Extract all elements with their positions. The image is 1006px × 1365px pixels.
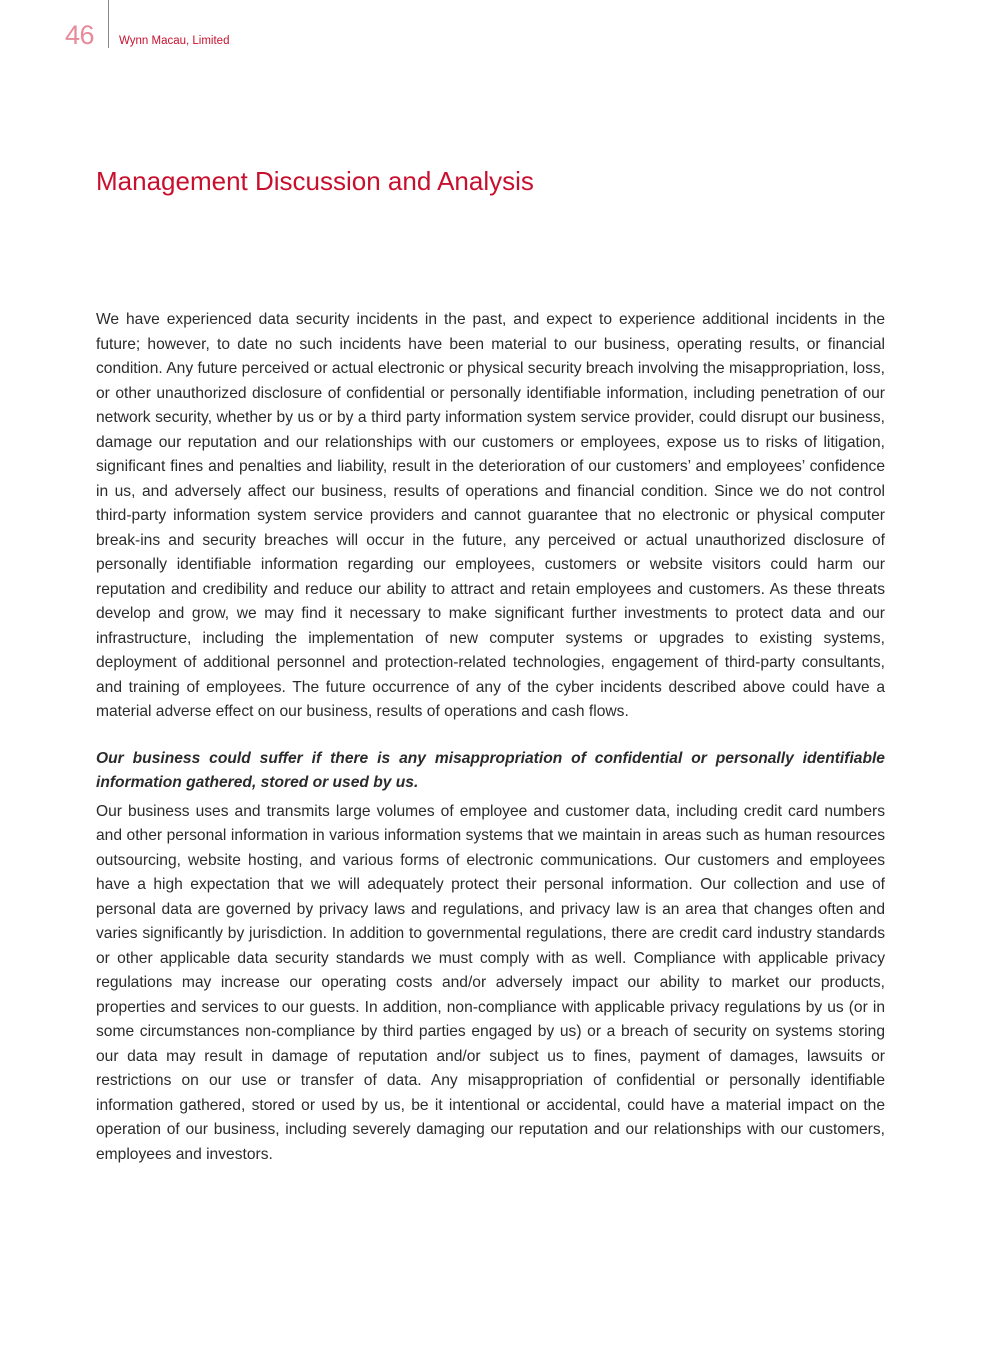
risk-subheading: Our business could suffer if there is any misappropriation of confidential or personally identifiable information gathered, stored or used by us. — [96, 749, 885, 791]
paragraph-personal-information: Our business uses and transmits large volumes of employee and customer data, including credit card numbers and other personal information in various information systems that we maintain in areas such as human resources outsourcing, website hosting, and various forms of electronic communications. Our customers and employees have a high expectation that we will adequately protect their personal information. Our collection and use of personal data are governed by privacy laws and regulations, and privacy law is an area that changes often and varies significantly by jurisdiction. In addition to governmental regulations, there are credit card industry standards or other applicable data security standards we must comply with as well. Compliance with applicable privacy regulations may increase our operating costs and/or adversely impact our ability to market our products, properties and services to our guests. In addition, non-compliance with applicable privacy regulations by us (or in some circumstances non-compliance by third parties engaged by us) or a breach of security on systems storing our data may result in damage of reputation and/or subject us to fines, payment of damages, lawsuits or restrictions on our use or transfer of data. Any misappropriation of confidential or personally identifiable information gathered, stored or used by us, be it intentional or accidental, could have a material impact on the operation of our business, including severely damaging our reputation and our relationships with our customers, employees and investors. — [96, 802, 885, 1163]
body-content — [96, 308, 885, 1167]
company-name: Wynn Macau, Limited — [119, 35, 230, 47]
paragraph-data-security-incidents: We have experienced data security incidents in the past, and expect to experience additional incidents in the future; however, to date no such incidents have been material to our business, operating results, or financial condition. Any future perceived or actual electronic or physical security breach involving the misappropriation, loss, or other unauthorized disclosure of confidential or personally identifiable information, including penetration of our network security, whether by us or by a third party information system service provider, could disrupt our business, damage our reputation and our relationships with our customers or employees, expose us to risks of litigation, significant fines and penalties and liability, result in the deterioration of our customers’ and employees’ confidence in us, and adversely affect our business, results of operations and financial condition. Since we do not control third-party information system service providers and cannot guarantee that no electronic or physical computer break-ins and security breaches will occur in the future, any perceived or actual unauthorized disclosure of personally identifiable information regarding our employees, customers or website visitors could harm our reputation and credibility and reduce our ability to attract and retain employees and customers. As these threats develop and grow, we may find it necessary to make significant further investments to protect data and our infrastructure, including the implementation of new computer systems or upgrades to existing systems, deployment of additional personnel and protection-related technologies, engagement of third-party consultants, and training of employees. The future occurrence of any of the cyber incidents described above could have a material adverse effect on our business, results of operations and cash flows. — [96, 311, 885, 720]
page-number: 46 — [65, 20, 95, 50]
header-divider — [108, 0, 109, 48]
section-title: Management Discussion and Analysis — [96, 166, 534, 196]
